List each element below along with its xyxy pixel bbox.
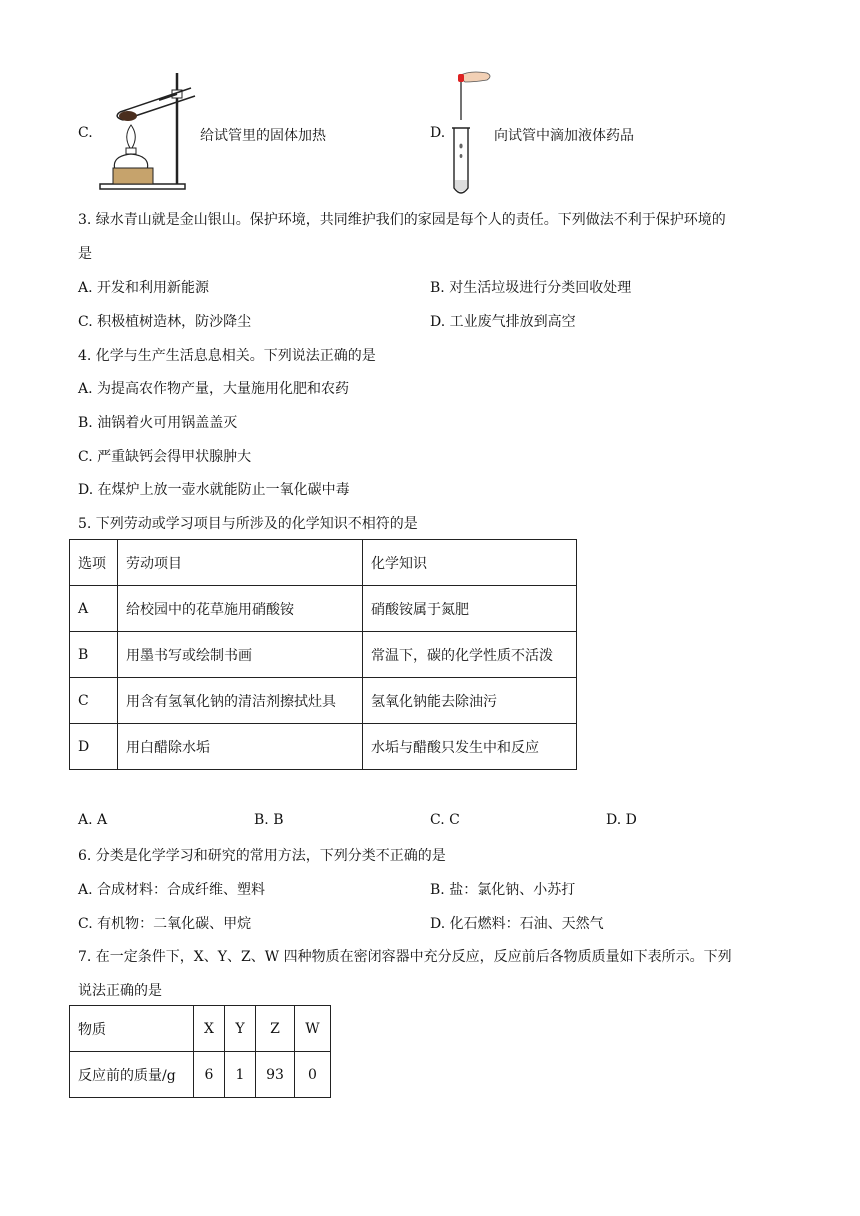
table-header-row <box>70 540 577 586</box>
table-header-cell: 化学知识 <box>363 540 577 586</box>
table-header-cell: Y <box>225 1006 256 1052</box>
q5-option-d: D. D <box>606 812 637 828</box>
table-cell: 1 <box>225 1052 256 1098</box>
q2-option-d-caption: 向试管中滴加液体药品 <box>494 128 634 144</box>
table-cell: 氢氧化钠能去除油污 <box>363 678 577 724</box>
table-cell: 反应前的质量/g <box>70 1052 194 1098</box>
q5-option-a: A. A <box>78 812 108 828</box>
q6-option-a: A. 合成材料：合成纤维、塑料 <box>78 882 266 898</box>
q7-stem-line2: 说法正确的是 <box>78 983 162 999</box>
q3-option-a: A. 开发和利用新能源 <box>78 280 210 296</box>
table-cell: D <box>70 724 118 770</box>
q7-stem-line1: 7. 在一定条件下，X、Y、Z、W 四种物质在密闭容器中充分反应，反应前后各物质质量如下表所示。下列 <box>78 949 732 965</box>
q2-option-c-letter: C. <box>78 125 93 141</box>
alcohol-lamp-heating-illustration <box>95 70 190 192</box>
table-cell: C <box>70 678 118 724</box>
q5-option-b: B. B <box>254 812 284 828</box>
q4-option-a: A. 为提高农作物产量，大量施用化肥和农药 <box>78 381 350 397</box>
table-header-cell: 物质 <box>70 1006 194 1052</box>
table-row <box>70 586 577 632</box>
q3-stem-line1: 3. 绿水青山就是金山银山。保护环境，共同维护我们的家园是每个人的责任。下列做法不利于保护环境的 <box>78 212 726 228</box>
table-header-cell: 选项 <box>70 540 118 586</box>
q2-option-c-caption: 给试管里的固体加热 <box>200 128 326 144</box>
q4-option-c: C. 严重缺钙会得甲状腺肿大 <box>78 449 252 465</box>
table-cell: 6 <box>194 1052 225 1098</box>
q4-option-d: D. 在煤炉上放一壶水就能防止一氧化碳中毒 <box>78 482 350 498</box>
table-cell: A <box>70 586 118 632</box>
q2-option-d-letter: D. <box>430 125 446 141</box>
q3-option-d: D. 工业废气排放到高空 <box>430 314 576 330</box>
q3-option-b: B. 对生活垃圾进行分类回收处理 <box>430 280 632 296</box>
q4-option-b: B. 油锅着火可用锅盖盖灭 <box>78 415 238 431</box>
table-cell: 常温下，碳的化学性质不活泼 <box>363 632 577 678</box>
q5-option-c: C. C <box>430 812 460 828</box>
table-header-cell: 劳动项目 <box>118 540 363 586</box>
q7-table <box>69 1005 331 1098</box>
q3-stem-line2: 是 <box>78 246 92 262</box>
q6-stem: 6. 分类是化学学习和研究的常用方法，下列分类不正确的是 <box>78 848 446 864</box>
table-row <box>70 678 577 724</box>
q6-option-c: C. 有机物：二氧化碳、甲烷 <box>78 916 252 932</box>
dropper-test-tube-illustration <box>447 68 497 200</box>
q4-stem: 4. 化学与生产生活息息相关。下列说法正确的是 <box>78 348 376 364</box>
q5-table <box>69 539 577 770</box>
q5-stem: 5. 下列劳动或学习项目与所涉及的化学知识不相符的是 <box>78 516 418 532</box>
table-row <box>70 1052 331 1098</box>
table-cell: 给校园中的花草施用硝酸铵 <box>118 586 363 632</box>
q3-option-c: C. 积极植树造林，防沙降尘 <box>78 314 252 330</box>
table-row <box>70 632 577 678</box>
table-cell: 93 <box>256 1052 295 1098</box>
table-header-cell: W <box>295 1006 331 1052</box>
table-row <box>70 724 577 770</box>
table-cell: 用白醋除水垢 <box>118 724 363 770</box>
table-cell: 0 <box>295 1052 331 1098</box>
table-cell: 用含有氢氧化钠的清洁剂擦拭灶具 <box>118 678 363 724</box>
table-header-cell: X <box>194 1006 225 1052</box>
table-header-row <box>70 1006 331 1052</box>
table-cell: 用墨书写或绘制书画 <box>118 632 363 678</box>
q6-option-d: D. 化石燃料：石油、天然气 <box>430 916 604 932</box>
q6-option-b: B. 盐：氯化钠、小苏打 <box>430 882 576 898</box>
table-cell: 硝酸铵属于氮肥 <box>363 586 577 632</box>
table-cell: 水垢与醋酸只发生中和反应 <box>363 724 577 770</box>
table-cell: B <box>70 632 118 678</box>
table-header-cell: Z <box>256 1006 295 1052</box>
